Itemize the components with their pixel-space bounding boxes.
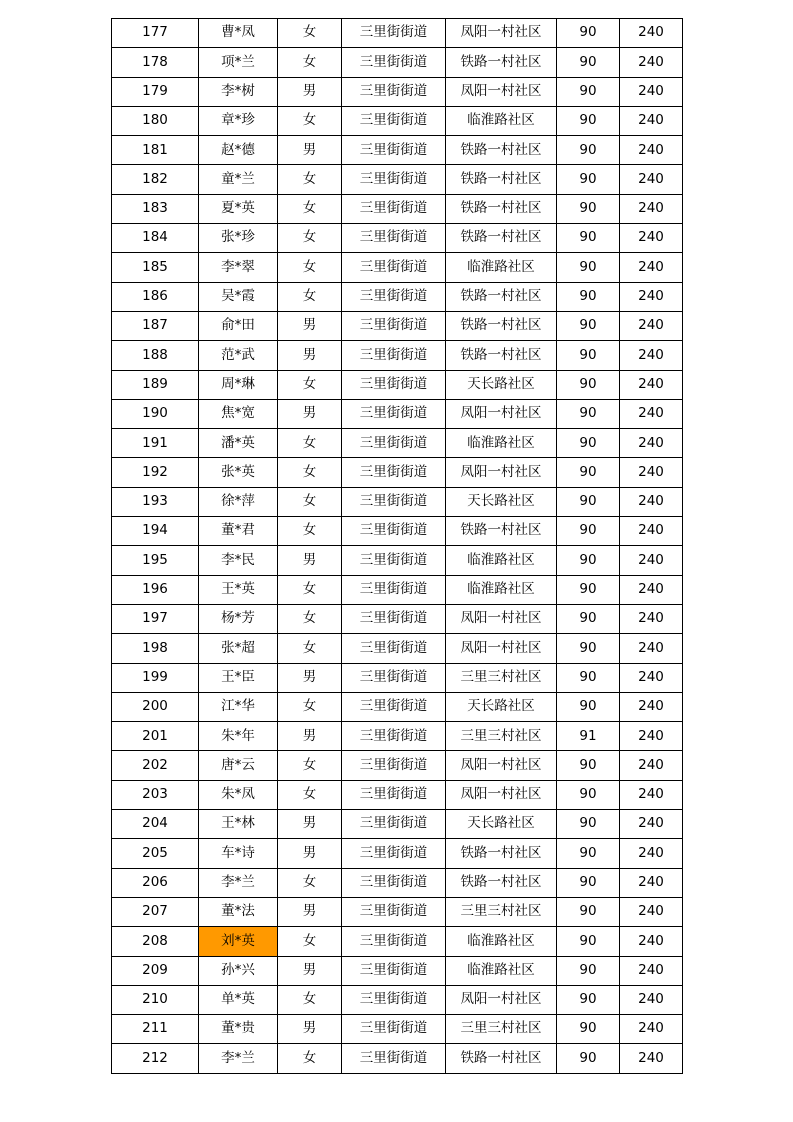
age-cell: 90 xyxy=(557,604,620,633)
seq-cell: 205 xyxy=(112,839,199,868)
seq-cell: 180 xyxy=(112,106,199,135)
table-row xyxy=(112,458,683,487)
amount-cell: 240 xyxy=(620,253,683,282)
age-cell: 90 xyxy=(557,868,620,897)
amount-cell: 240 xyxy=(620,458,683,487)
street-cell: 三里街街道 xyxy=(342,517,446,546)
street-cell: 三里街街道 xyxy=(342,897,446,926)
age-cell: 90 xyxy=(557,692,620,721)
table-row xyxy=(112,1044,683,1073)
community-cell: 三里三村社区 xyxy=(446,1015,557,1044)
table-row xyxy=(112,575,683,604)
street-cell: 三里街街道 xyxy=(342,692,446,721)
age-cell: 90 xyxy=(557,810,620,839)
name-cell: 夏*英 xyxy=(199,194,278,223)
table-row xyxy=(112,897,683,926)
age-cell: 90 xyxy=(557,19,620,48)
name-cell: 李*翠 xyxy=(199,253,278,282)
community-cell: 铁路一村社区 xyxy=(446,165,557,194)
community-cell: 凤阳一村社区 xyxy=(446,458,557,487)
gender-cell: 女 xyxy=(278,48,342,77)
seq-cell: 181 xyxy=(112,136,199,165)
gender-cell: 女 xyxy=(278,604,342,633)
table-row xyxy=(112,253,683,282)
seq-cell: 199 xyxy=(112,663,199,692)
name-cell: 章*珍 xyxy=(199,106,278,135)
name-cell: 李*树 xyxy=(199,77,278,106)
street-cell: 三里街街道 xyxy=(342,487,446,516)
gender-cell: 男 xyxy=(278,897,342,926)
gender-cell: 女 xyxy=(278,692,342,721)
street-cell: 三里街街道 xyxy=(342,253,446,282)
seq-cell: 184 xyxy=(112,224,199,253)
street-cell: 三里街街道 xyxy=(342,106,446,135)
amount-cell: 240 xyxy=(620,341,683,370)
amount-cell: 240 xyxy=(620,165,683,194)
community-cell: 铁路一村社区 xyxy=(446,194,557,223)
seq-cell: 204 xyxy=(112,810,199,839)
name-cell: 徐*萍 xyxy=(199,487,278,516)
gender-cell: 男 xyxy=(278,810,342,839)
gender-cell: 女 xyxy=(278,634,342,663)
seq-cell: 206 xyxy=(112,868,199,897)
age-cell: 90 xyxy=(557,136,620,165)
street-cell: 三里街街道 xyxy=(342,399,446,428)
amount-cell: 240 xyxy=(620,282,683,311)
community-cell: 凤阳一村社区 xyxy=(446,604,557,633)
gender-cell: 女 xyxy=(278,429,342,458)
street-cell: 三里街街道 xyxy=(342,1015,446,1044)
age-cell: 90 xyxy=(557,517,620,546)
street-cell: 三里街街道 xyxy=(342,224,446,253)
gender-cell: 男 xyxy=(278,1015,342,1044)
street-cell: 三里街街道 xyxy=(342,751,446,780)
name-cell: 周*琳 xyxy=(199,370,278,399)
name-cell: 唐*云 xyxy=(199,751,278,780)
gender-cell: 男 xyxy=(278,956,342,985)
community-cell: 凤阳一村社区 xyxy=(446,77,557,106)
gender-cell: 男 xyxy=(278,311,342,340)
seq-cell: 183 xyxy=(112,194,199,223)
gender-cell: 女 xyxy=(278,165,342,194)
street-cell: 三里街街道 xyxy=(342,194,446,223)
gender-cell: 女 xyxy=(278,194,342,223)
age-cell: 90 xyxy=(557,194,620,223)
gender-cell: 女 xyxy=(278,487,342,516)
name-cell: 张*英 xyxy=(199,458,278,487)
name-cell: 杨*芳 xyxy=(199,604,278,633)
name-cell: 赵*德 xyxy=(199,136,278,165)
table-row xyxy=(112,751,683,780)
amount-cell: 240 xyxy=(620,487,683,516)
age-cell: 91 xyxy=(557,722,620,751)
age-cell: 90 xyxy=(557,1044,620,1073)
age-cell: 90 xyxy=(557,985,620,1014)
amount-cell: 240 xyxy=(620,927,683,956)
amount-cell: 240 xyxy=(620,810,683,839)
street-cell: 三里街街道 xyxy=(342,956,446,985)
amount-cell: 240 xyxy=(620,663,683,692)
gender-cell: 女 xyxy=(278,370,342,399)
table-row xyxy=(112,282,683,311)
amount-cell: 240 xyxy=(620,19,683,48)
gender-cell: 女 xyxy=(278,927,342,956)
seq-cell: 182 xyxy=(112,165,199,194)
seq-cell: 178 xyxy=(112,48,199,77)
community-cell: 凤阳一村社区 xyxy=(446,399,557,428)
name-cell: 李*民 xyxy=(199,546,278,575)
age-cell: 90 xyxy=(557,370,620,399)
age-cell: 90 xyxy=(557,956,620,985)
amount-cell: 240 xyxy=(620,194,683,223)
street-cell: 三里街街道 xyxy=(342,429,446,458)
seq-cell: 194 xyxy=(112,517,199,546)
gender-cell: 男 xyxy=(278,136,342,165)
community-cell: 临淮路社区 xyxy=(446,253,557,282)
seq-cell: 195 xyxy=(112,546,199,575)
amount-cell: 240 xyxy=(620,575,683,604)
table-row xyxy=(112,927,683,956)
name-cell: 王*臣 xyxy=(199,663,278,692)
amount-cell: 240 xyxy=(620,370,683,399)
amount-cell: 240 xyxy=(620,780,683,809)
amount-cell: 240 xyxy=(620,429,683,458)
amount-cell: 240 xyxy=(620,868,683,897)
street-cell: 三里街街道 xyxy=(342,868,446,897)
name-cell: 朱*年 xyxy=(199,722,278,751)
seq-cell: 193 xyxy=(112,487,199,516)
name-cell: 焦*宽 xyxy=(199,399,278,428)
street-cell: 三里街街道 xyxy=(342,282,446,311)
gender-cell: 男 xyxy=(278,722,342,751)
community-cell: 天长路社区 xyxy=(446,692,557,721)
gender-cell: 女 xyxy=(278,224,342,253)
table-row xyxy=(112,868,683,897)
community-cell: 铁路一村社区 xyxy=(446,341,557,370)
age-cell: 90 xyxy=(557,48,620,77)
seq-cell: 179 xyxy=(112,77,199,106)
street-cell: 三里街街道 xyxy=(342,136,446,165)
age-cell: 90 xyxy=(557,839,620,868)
table-row xyxy=(112,956,683,985)
gender-cell: 女 xyxy=(278,517,342,546)
street-cell: 三里街街道 xyxy=(342,663,446,692)
seq-cell: 200 xyxy=(112,692,199,721)
seq-cell: 197 xyxy=(112,604,199,633)
age-cell: 90 xyxy=(557,341,620,370)
table-row xyxy=(112,780,683,809)
seq-cell: 212 xyxy=(112,1044,199,1073)
street-cell: 三里街街道 xyxy=(342,839,446,868)
age-cell: 90 xyxy=(557,77,620,106)
table-row xyxy=(112,311,683,340)
gender-cell: 男 xyxy=(278,341,342,370)
amount-cell: 240 xyxy=(620,604,683,633)
amount-cell: 240 xyxy=(620,956,683,985)
highlighted-name-cell: 刘*英 xyxy=(199,927,278,956)
seq-cell: 185 xyxy=(112,253,199,282)
seq-cell: 190 xyxy=(112,399,199,428)
gender-cell: 女 xyxy=(278,282,342,311)
community-cell: 临淮路社区 xyxy=(446,106,557,135)
seq-cell: 210 xyxy=(112,985,199,1014)
community-cell: 凤阳一村社区 xyxy=(446,985,557,1014)
seq-cell: 209 xyxy=(112,956,199,985)
street-cell: 三里街街道 xyxy=(342,370,446,399)
seq-cell: 177 xyxy=(112,19,199,48)
seq-cell: 203 xyxy=(112,780,199,809)
street-cell: 三里街街道 xyxy=(342,810,446,839)
age-cell: 90 xyxy=(557,780,620,809)
gender-cell: 女 xyxy=(278,780,342,809)
age-cell: 90 xyxy=(557,224,620,253)
community-cell: 铁路一村社区 xyxy=(446,517,557,546)
table-row xyxy=(112,692,683,721)
seq-cell: 196 xyxy=(112,575,199,604)
table-row xyxy=(112,19,683,48)
table-row xyxy=(112,1015,683,1044)
street-cell: 三里街街道 xyxy=(342,341,446,370)
amount-cell: 240 xyxy=(620,399,683,428)
age-cell: 90 xyxy=(557,575,620,604)
roster-body xyxy=(112,19,683,1074)
street-cell: 三里街街道 xyxy=(342,575,446,604)
age-cell: 90 xyxy=(557,927,620,956)
community-cell: 天长路社区 xyxy=(446,810,557,839)
amount-cell: 240 xyxy=(620,839,683,868)
seq-cell: 207 xyxy=(112,897,199,926)
age-cell: 90 xyxy=(557,311,620,340)
community-cell: 天长路社区 xyxy=(446,487,557,516)
amount-cell: 240 xyxy=(620,634,683,663)
table-row xyxy=(112,722,683,751)
seq-cell: 202 xyxy=(112,751,199,780)
table-row xyxy=(112,224,683,253)
table-row xyxy=(112,604,683,633)
table-row xyxy=(112,663,683,692)
table-row xyxy=(112,341,683,370)
street-cell: 三里街街道 xyxy=(342,77,446,106)
gender-cell: 女 xyxy=(278,751,342,780)
street-cell: 三里街街道 xyxy=(342,604,446,633)
name-cell: 俞*田 xyxy=(199,311,278,340)
table-row xyxy=(112,487,683,516)
table-row xyxy=(112,106,683,135)
table-row xyxy=(112,985,683,1014)
name-cell: 董*法 xyxy=(199,897,278,926)
street-cell: 三里街街道 xyxy=(342,165,446,194)
community-cell: 临淮路社区 xyxy=(446,546,557,575)
name-cell: 潘*英 xyxy=(199,429,278,458)
name-cell: 吴*霞 xyxy=(199,282,278,311)
name-cell: 童*兰 xyxy=(199,165,278,194)
community-cell: 凤阳一村社区 xyxy=(446,19,557,48)
amount-cell: 240 xyxy=(620,48,683,77)
community-cell: 铁路一村社区 xyxy=(446,839,557,868)
amount-cell: 240 xyxy=(620,692,683,721)
community-cell: 铁路一村社区 xyxy=(446,1044,557,1073)
age-cell: 90 xyxy=(557,663,620,692)
community-cell: 临淮路社区 xyxy=(446,927,557,956)
seq-cell: 187 xyxy=(112,311,199,340)
seq-cell: 186 xyxy=(112,282,199,311)
table-row xyxy=(112,517,683,546)
community-cell: 三里三村社区 xyxy=(446,722,557,751)
table-row xyxy=(112,48,683,77)
table-row xyxy=(112,429,683,458)
name-cell: 孙*兴 xyxy=(199,956,278,985)
name-cell: 董*君 xyxy=(199,517,278,546)
age-cell: 90 xyxy=(557,106,620,135)
seq-cell: 208 xyxy=(112,927,199,956)
seq-cell: 189 xyxy=(112,370,199,399)
table-row xyxy=(112,194,683,223)
community-cell: 铁路一村社区 xyxy=(446,282,557,311)
age-cell: 90 xyxy=(557,458,620,487)
gender-cell: 男 xyxy=(278,546,342,575)
seq-cell: 201 xyxy=(112,722,199,751)
street-cell: 三里街街道 xyxy=(342,927,446,956)
gender-cell: 女 xyxy=(278,106,342,135)
name-cell: 车*诗 xyxy=(199,839,278,868)
community-cell: 凤阳一村社区 xyxy=(446,780,557,809)
community-cell: 铁路一村社区 xyxy=(446,868,557,897)
community-cell: 三里三村社区 xyxy=(446,663,557,692)
name-cell: 李*兰 xyxy=(199,1044,278,1073)
street-cell: 三里街街道 xyxy=(342,780,446,809)
street-cell: 三里街街道 xyxy=(342,722,446,751)
table-row xyxy=(112,810,683,839)
name-cell: 王*英 xyxy=(199,575,278,604)
age-cell: 90 xyxy=(557,634,620,663)
name-cell: 朱*凤 xyxy=(199,780,278,809)
age-cell: 90 xyxy=(557,751,620,780)
amount-cell: 240 xyxy=(620,722,683,751)
table-row xyxy=(112,546,683,575)
seq-cell: 188 xyxy=(112,341,199,370)
street-cell: 三里街街道 xyxy=(342,634,446,663)
amount-cell: 240 xyxy=(620,224,683,253)
table-row xyxy=(112,839,683,868)
seq-cell: 192 xyxy=(112,458,199,487)
seq-cell: 211 xyxy=(112,1015,199,1044)
name-cell: 董*贵 xyxy=(199,1015,278,1044)
street-cell: 三里街街道 xyxy=(342,985,446,1014)
gender-cell: 女 xyxy=(278,868,342,897)
gender-cell: 女 xyxy=(278,19,342,48)
name-cell: 范*武 xyxy=(199,341,278,370)
amount-cell: 240 xyxy=(620,897,683,926)
amount-cell: 240 xyxy=(620,985,683,1014)
gender-cell: 男 xyxy=(278,399,342,428)
name-cell: 项*兰 xyxy=(199,48,278,77)
community-cell: 临淮路社区 xyxy=(446,429,557,458)
age-cell: 90 xyxy=(557,253,620,282)
gender-cell: 女 xyxy=(278,985,342,1014)
gender-cell: 女 xyxy=(278,575,342,604)
age-cell: 90 xyxy=(557,546,620,575)
table-row xyxy=(112,370,683,399)
name-cell: 李*兰 xyxy=(199,868,278,897)
street-cell: 三里街街道 xyxy=(342,546,446,575)
seq-cell: 191 xyxy=(112,429,199,458)
age-cell: 90 xyxy=(557,487,620,516)
gender-cell: 女 xyxy=(278,1044,342,1073)
community-cell: 铁路一村社区 xyxy=(446,48,557,77)
amount-cell: 240 xyxy=(620,311,683,340)
roster-table xyxy=(111,18,683,1074)
amount-cell: 240 xyxy=(620,106,683,135)
table-row xyxy=(112,634,683,663)
age-cell: 90 xyxy=(557,282,620,311)
amount-cell: 240 xyxy=(620,1015,683,1044)
seq-cell: 198 xyxy=(112,634,199,663)
street-cell: 三里街街道 xyxy=(342,48,446,77)
table-row xyxy=(112,399,683,428)
street-cell: 三里街街道 xyxy=(342,1044,446,1073)
community-cell: 铁路一村社区 xyxy=(446,311,557,340)
name-cell: 江*华 xyxy=(199,692,278,721)
table-row xyxy=(112,77,683,106)
gender-cell: 男 xyxy=(278,77,342,106)
community-cell: 铁路一村社区 xyxy=(446,224,557,253)
age-cell: 90 xyxy=(557,897,620,926)
table-row xyxy=(112,165,683,194)
name-cell: 张*超 xyxy=(199,634,278,663)
community-cell: 凤阳一村社区 xyxy=(446,634,557,663)
amount-cell: 240 xyxy=(620,77,683,106)
street-cell: 三里街街道 xyxy=(342,19,446,48)
amount-cell: 240 xyxy=(620,517,683,546)
table-row xyxy=(112,136,683,165)
name-cell: 单*英 xyxy=(199,985,278,1014)
name-cell: 张*珍 xyxy=(199,224,278,253)
amount-cell: 240 xyxy=(620,546,683,575)
age-cell: 90 xyxy=(557,165,620,194)
community-cell: 三里三村社区 xyxy=(446,897,557,926)
gender-cell: 女 xyxy=(278,458,342,487)
community-cell: 天长路社区 xyxy=(446,370,557,399)
name-cell: 王*林 xyxy=(199,810,278,839)
age-cell: 90 xyxy=(557,429,620,458)
gender-cell: 男 xyxy=(278,839,342,868)
community-cell: 铁路一村社区 xyxy=(446,136,557,165)
street-cell: 三里街街道 xyxy=(342,458,446,487)
age-cell: 90 xyxy=(557,399,620,428)
community-cell: 临淮路社区 xyxy=(446,575,557,604)
gender-cell: 女 xyxy=(278,253,342,282)
amount-cell: 240 xyxy=(620,1044,683,1073)
community-cell: 凤阳一村社区 xyxy=(446,751,557,780)
amount-cell: 240 xyxy=(620,136,683,165)
name-cell: 曹*凤 xyxy=(199,19,278,48)
gender-cell: 男 xyxy=(278,663,342,692)
community-cell: 临淮路社区 xyxy=(446,956,557,985)
amount-cell: 240 xyxy=(620,751,683,780)
age-cell: 90 xyxy=(557,1015,620,1044)
street-cell: 三里街街道 xyxy=(342,311,446,340)
